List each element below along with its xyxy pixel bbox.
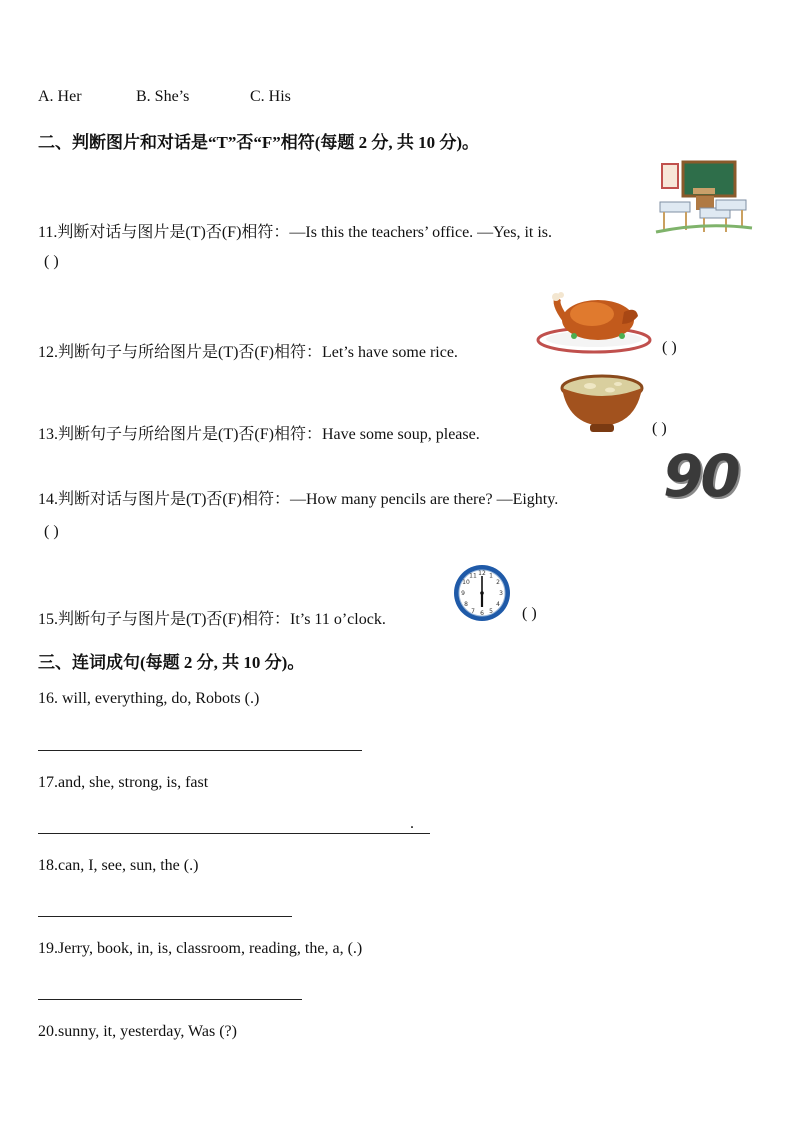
question-17	[38, 774, 208, 792]
question-16	[38, 690, 259, 708]
question-number: 17.	[38, 774, 58, 791]
svg-text:8: 8	[464, 601, 468, 608]
question-text: 判断对话与图片是(T)否(F)相符：—Is this the teachers’ office. —Yes, it is.	[57, 224, 553, 241]
question-number: 16.	[38, 690, 58, 707]
roast-chicken-icon	[536, 290, 654, 356]
number-ninety-icon: 90	[663, 442, 738, 510]
section-2-heading: 二、判断图片和对话是“T”否“F”相符(每题 2 分, 共 10 分)。	[38, 133, 480, 152]
question-number: 12.	[38, 344, 58, 361]
question-number: 13.	[38, 426, 58, 443]
question-number: 11.	[38, 224, 58, 241]
question-14	[38, 486, 558, 509]
question-text: 判断句子与所给图片是(T)否(F)相符：Have some soup, please.	[58, 426, 480, 443]
question-number: 15.	[38, 611, 58, 628]
svg-text:4: 4	[496, 601, 500, 608]
svg-text:3: 3	[499, 590, 503, 597]
answer-blank-12[interactable]: ( )	[662, 339, 677, 356]
svg-text:11: 11	[469, 572, 477, 580]
question-12	[38, 339, 458, 362]
answer-blank-15[interactable]: ( )	[522, 605, 537, 622]
sentence-end-mark: .	[410, 815, 414, 832]
question-11	[38, 219, 552, 242]
svg-text:10: 10	[462, 579, 470, 586]
question-text: 判断对话与图片是(T)否(F)相符：—How many pencils are there? —Eighty.	[58, 491, 559, 508]
svg-text:5: 5	[489, 608, 493, 615]
option-a: A. Her	[38, 88, 82, 105]
answer-line-19[interactable]	[38, 999, 302, 1000]
question-number: 14.	[38, 491, 58, 508]
classroom-icon	[656, 160, 752, 236]
question-text: can, I, see, sun, the (.)	[58, 857, 199, 874]
question-number: 19.	[38, 940, 58, 957]
answer-options	[38, 88, 291, 106]
question-text: Jerry, book, in, is, classroom, reading, the, a, (.)	[58, 940, 363, 957]
answer-line-17[interactable]	[38, 833, 430, 834]
clock-icon	[452, 563, 512, 623]
option-c: C. His	[250, 88, 291, 105]
question-19	[38, 940, 362, 958]
question-text: will, everything, do, Robots (.)	[58, 690, 260, 707]
question-number: 18.	[38, 857, 58, 874]
answer-blank-13[interactable]: ( )	[652, 420, 667, 437]
answer-blank-11[interactable]: ( )	[44, 253, 59, 270]
answer-line-18[interactable]	[38, 916, 292, 917]
question-number: 20.	[38, 1023, 58, 1040]
question-text: 判断句子与图片是(T)否(F)相符：It’s 11 o’clock.	[58, 611, 386, 628]
soup-bowl-icon	[560, 374, 644, 438]
question-20	[38, 1023, 237, 1041]
question-18	[38, 857, 198, 875]
svg-text:1: 1	[489, 572, 493, 580]
question-15	[38, 606, 386, 629]
svg-text:6: 6	[480, 610, 484, 617]
svg-text:12: 12	[478, 570, 486, 577]
svg-text:2: 2	[496, 579, 500, 586]
question-text: sunny, it, yesterday, Was (?)	[58, 1023, 237, 1040]
question-text: and, she, strong, is, fast	[58, 774, 209, 791]
answer-line-16[interactable]	[38, 750, 362, 751]
section-3-heading: 三、连词成句(每题 2 分, 共 10 分)。	[38, 653, 305, 672]
svg-text:9: 9	[461, 590, 465, 597]
answer-blank-14[interactable]: ( )	[44, 523, 59, 540]
svg-text:7: 7	[471, 608, 475, 615]
option-b: B. She’s	[136, 88, 190, 105]
question-13	[38, 421, 480, 444]
question-text: 判断句子与所给图片是(T)否(F)相符：Let’s have some rice.	[58, 344, 458, 361]
